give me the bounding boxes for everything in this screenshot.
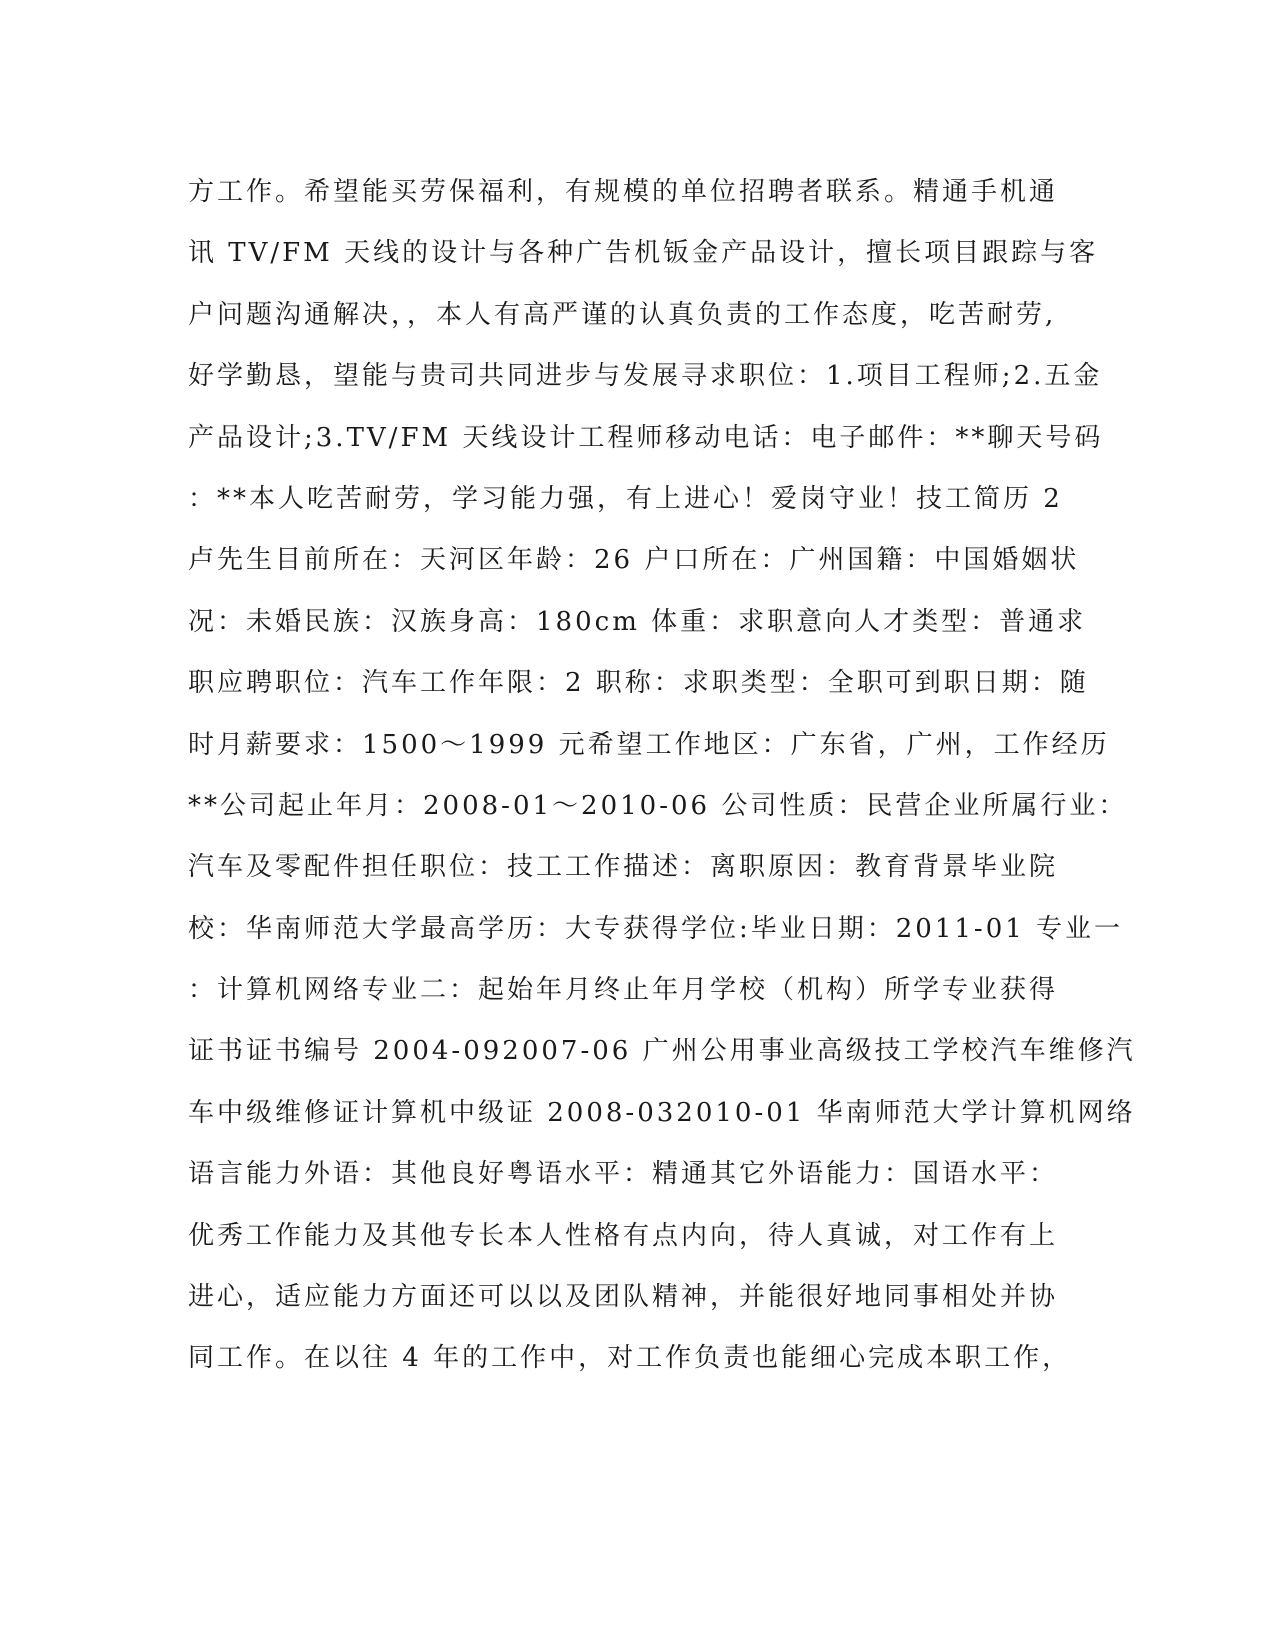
text-line: 卢先生目前所在：天河区年龄：26 户口所在：广州国籍：中国婚姻状: [188, 545, 1080, 576]
text-line: 进心，适应能力方面还可以以及团队精神，并能很好地同事相处并协: [188, 1282, 1059, 1313]
text-line: 产品设计;3.TV/FM 天线设计工程师移动电话：电子邮件：**聊天号码: [188, 422, 1104, 453]
text-line: 讯 TV/FM 天线的设计与各种广告机钣金产品设计，擅长项目跟踪与客: [188, 238, 1099, 269]
text-line: ：**本人吃苦耐劳，学习能力强，有上进心！爱岗守业！技工简历 2: [188, 483, 1063, 514]
text-line: 好学勤恳，望能与贵司共同进步与发展寻求职位：1.项目工程师;2.五金: [188, 361, 1103, 392]
text-line: 同工作。在以往 4 年的工作中，对工作负责也能细心完成本职工作，: [188, 1343, 1072, 1374]
text-line: 时月薪要求：1500～1999 元希望工作地区：广东省，广州，工作经历: [188, 729, 1110, 760]
text-line: ：计算机网络专业二：起始年月终止年月学校（机构）所学专业获得: [188, 975, 1059, 1006]
text-line: 方工作。希望能买劳保福利，有规模的单位招聘者联系。精通手机通: [188, 177, 1059, 207]
body-text: [188, 162, 1136, 1390]
text-line: 户问题沟通解决，，本人有高严谨的认真负责的工作态度，吃苦耐劳,: [188, 299, 1057, 330]
text-line: 证书证书编号 2004-092007-06 广州公用事业高级技工学校汽车维修汽: [188, 1036, 1136, 1067]
text-line: 况：未婚民族：汉族身高：180cm 体重：求职意向人才类型：普通求: [188, 606, 1087, 637]
text-line: **公司起止年月：2008-01～2010-06 公司性质：民营企业所属行业：: [188, 790, 1128, 821]
text-line: 汽车及零配件担任职位：技工工作描述：离职原因：教育背景毕业院: [188, 852, 1059, 883]
text-line: 语言能力外语：其他良好粤语水平：精通其它外语能力：国语水平：: [188, 1159, 1059, 1190]
text-line: 优秀工作能力及其他专长本人性格有点内向，待人真诚，对工作有上: [188, 1220, 1059, 1251]
text-line: 职应聘职位：汽车工作年限：2 职称：求职类型：全职可到职日期：随: [188, 668, 1089, 699]
text-line: 校：华南师范大学最高学历：大专获得学位:毕业日期：2011-01 专业一: [188, 913, 1124, 944]
text-line: 车中级维修证计算机中级证 2008-032010-01 华南师范大学计算机网络: [188, 1097, 1136, 1128]
